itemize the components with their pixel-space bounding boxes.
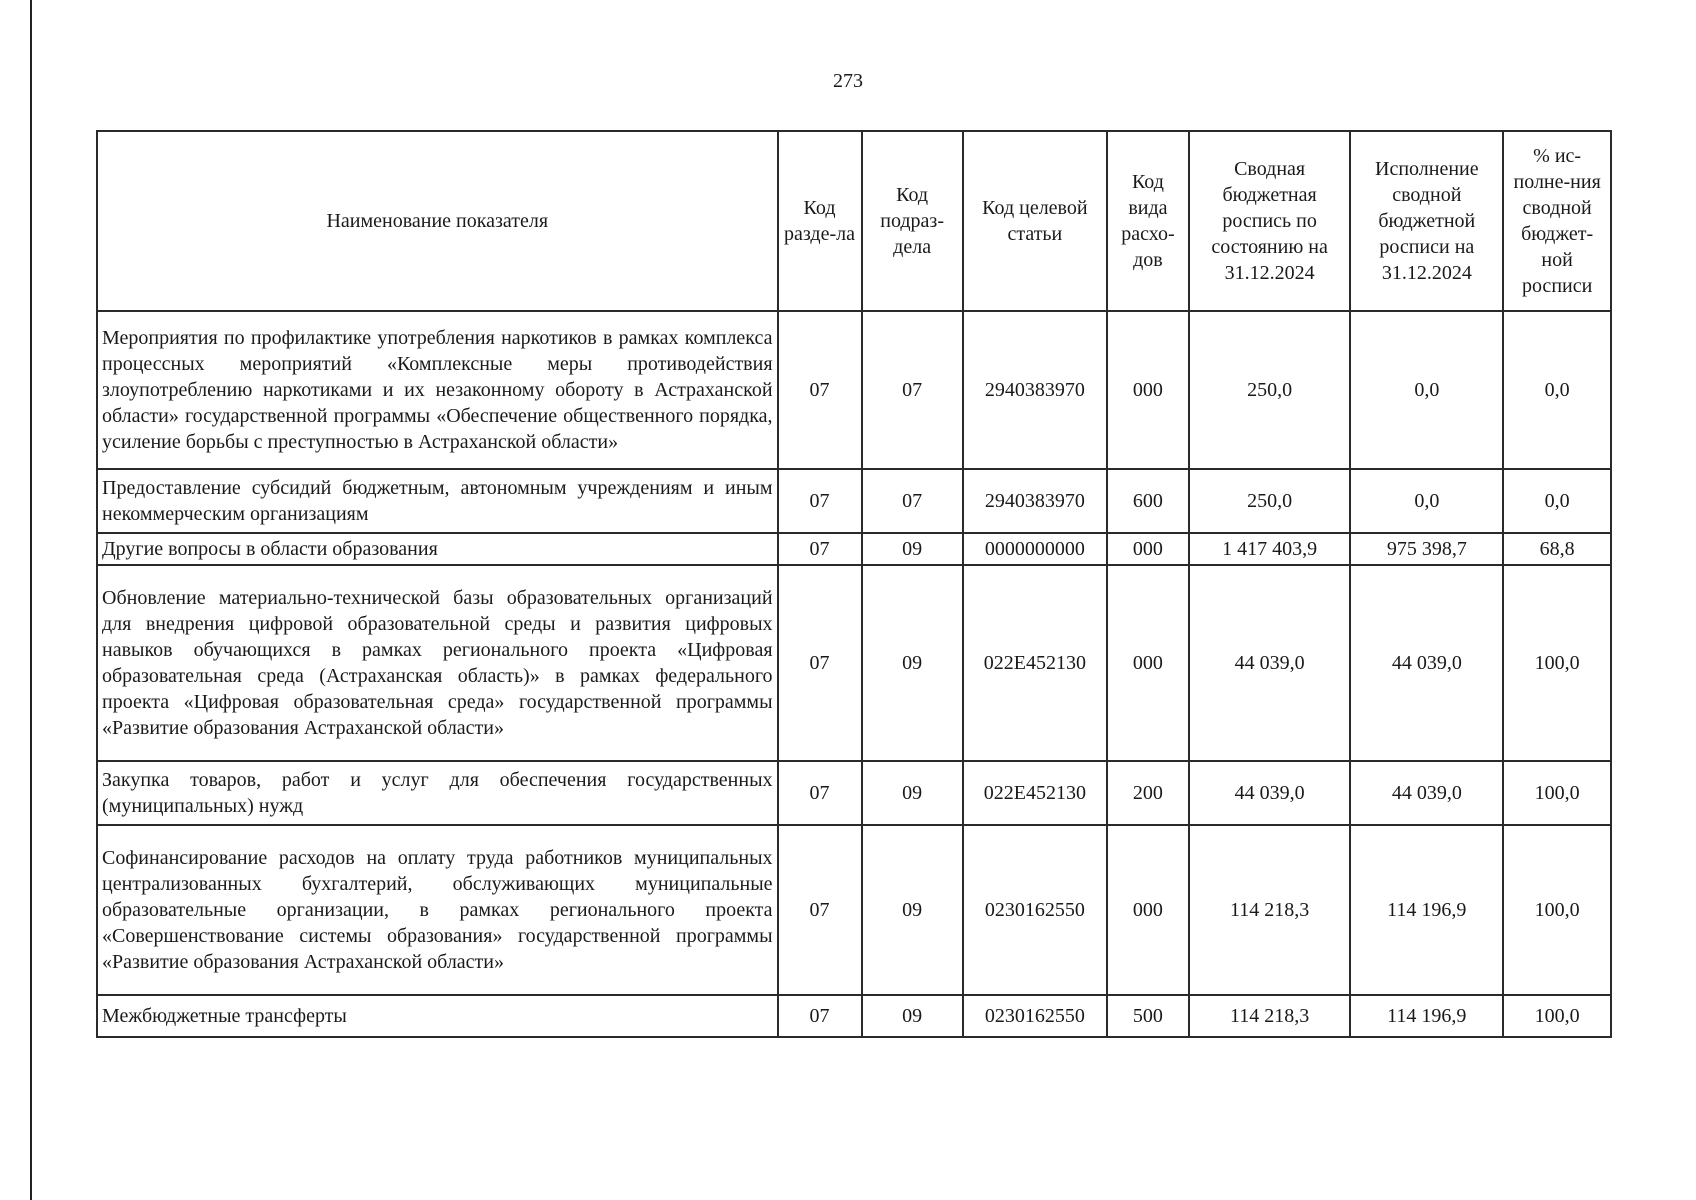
row-percent-value: 100,0 <box>1503 565 1611 761</box>
binding-edge-line <box>30 0 32 1200</box>
row-subsection-code: 07 <box>862 311 963 469</box>
row-executed-value: 975 398,7 <box>1350 533 1503 565</box>
header-target-code: Код целевой статьи <box>963 131 1107 311</box>
row-target-code: 0230162550 <box>963 995 1107 1037</box>
row-section-code: 07 <box>778 565 862 761</box>
row-target-code: 0230162550 <box>963 825 1107 995</box>
row-expense-type-code: 600 <box>1107 469 1189 533</box>
row-executed-value: 114 196,9 <box>1350 825 1503 995</box>
table-body <box>97 311 1611 1037</box>
row-percent-value: 68,8 <box>1503 533 1611 565</box>
row-planned-value: 44 039,0 <box>1189 565 1351 761</box>
header-subsection-code: Код подраз-дела <box>862 131 963 311</box>
row-section-code: 07 <box>778 825 862 995</box>
row-planned-value: 1 417 403,9 <box>1189 533 1351 565</box>
header-executed-budget: Исполнение сводной бюджетной росписи на 31.12.2024 <box>1350 131 1503 311</box>
row-expense-type-code: 000 <box>1107 311 1189 469</box>
row-subsection-code: 09 <box>862 565 963 761</box>
row-name: Закупка товаров, работ и услуг для обеспечения государственных (муниципальных) нужд <box>97 761 778 825</box>
table-header <box>97 131 1611 311</box>
row-name: Предоставление субсидий бюджетным, автономным учреждениям и иным некоммерческим организациям <box>97 469 778 533</box>
budget-execution-table <box>96 130 1612 1038</box>
header-expense-type-code: Код вида расхо-дов <box>1107 131 1189 311</box>
row-subsection-code: 09 <box>862 995 963 1037</box>
table-row <box>97 533 1611 565</box>
header-name: Наименование показателя <box>97 131 778 311</box>
header-row <box>97 131 1611 311</box>
header-section-code: Код разде-ла <box>778 131 862 311</box>
row-percent-value: 0,0 <box>1503 469 1611 533</box>
row-subsection-code: 09 <box>862 761 963 825</box>
row-executed-value: 44 039,0 <box>1350 565 1503 761</box>
row-percent-value: 100,0 <box>1503 761 1611 825</box>
row-expense-type-code: 000 <box>1107 565 1189 761</box>
table-row <box>97 469 1611 533</box>
row-subsection-code: 09 <box>862 825 963 995</box>
header-planned-budget: Сводная бюджетная роспись по состоянию на 31.12.2024 <box>1189 131 1351 311</box>
row-subsection-code: 09 <box>862 533 963 565</box>
row-executed-value: 114 196,9 <box>1350 995 1503 1037</box>
row-percent-value: 100,0 <box>1503 995 1611 1037</box>
row-section-code: 07 <box>778 995 862 1037</box>
row-name: Обновление материально-технической базы образовательных организаций для внедрения цифровой образовательной среды и развития цифровых навыков обучающихся в рамках регионального проекта «Цифровая образовательная среда (Астраханская область)» в рамках федерального проекта «Цифровая образовательная среда» государственной программы «Развитие образования Астраханской области» <box>97 565 778 761</box>
row-target-code: 022E452130 <box>963 565 1107 761</box>
row-expense-type-code: 000 <box>1107 533 1189 565</box>
row-subsection-code: 07 <box>862 469 963 533</box>
row-executed-value: 44 039,0 <box>1350 761 1503 825</box>
table-row <box>97 995 1611 1037</box>
table-row <box>97 825 1611 995</box>
row-section-code: 07 <box>778 311 862 469</box>
page-number: 273 <box>833 70 863 92</box>
row-name: Мероприятия по профилактике употребления наркотиков в рамках комплекса процессных мероприятий «Комплексные меры противодействия злоупотреблению наркотиками и их незаконному обороту в Астраханской области» государственной программы «Обеспечение общественного порядка, усиление борьбы с преступностью в Астраханской области» <box>97 311 778 469</box>
row-expense-type-code: 500 <box>1107 995 1189 1037</box>
row-percent-value: 100,0 <box>1503 825 1611 995</box>
row-expense-type-code: 200 <box>1107 761 1189 825</box>
row-section-code: 07 <box>778 533 862 565</box>
row-planned-value: 114 218,3 <box>1189 825 1351 995</box>
row-target-code: 2940383970 <box>963 311 1107 469</box>
row-name: Другие вопросы в области образования <box>97 533 778 565</box>
header-execution-percent: % ис-полне-ния сводной бюджет-ной росписи <box>1503 131 1611 311</box>
row-percent-value: 0,0 <box>1503 311 1611 469</box>
row-section-code: 07 <box>778 469 862 533</box>
row-planned-value: 114 218,3 <box>1189 995 1351 1037</box>
row-name: Межбюджетные трансферты <box>97 995 778 1037</box>
row-name: Софинансирование расходов на оплату труда работников муниципальных централизованных бухгалтерий, обслуживающих муниципальные образовательные организации, в рамках регионального проекта «Совершенствование системы образования» государственной программы «Развитие образования Астраханской области» <box>97 825 778 995</box>
row-section-code: 07 <box>778 761 862 825</box>
row-target-code: 0000000000 <box>963 533 1107 565</box>
row-executed-value: 0,0 <box>1350 469 1503 533</box>
row-planned-value: 44 039,0 <box>1189 761 1351 825</box>
row-executed-value: 0,0 <box>1350 311 1503 469</box>
row-planned-value: 250,0 <box>1189 469 1351 533</box>
table-row <box>97 565 1611 761</box>
row-planned-value: 250,0 <box>1189 311 1351 469</box>
row-target-code: 2940383970 <box>963 469 1107 533</box>
table-row <box>97 761 1611 825</box>
table-row <box>97 311 1611 469</box>
row-target-code: 022E452130 <box>963 761 1107 825</box>
row-expense-type-code: 000 <box>1107 825 1189 995</box>
